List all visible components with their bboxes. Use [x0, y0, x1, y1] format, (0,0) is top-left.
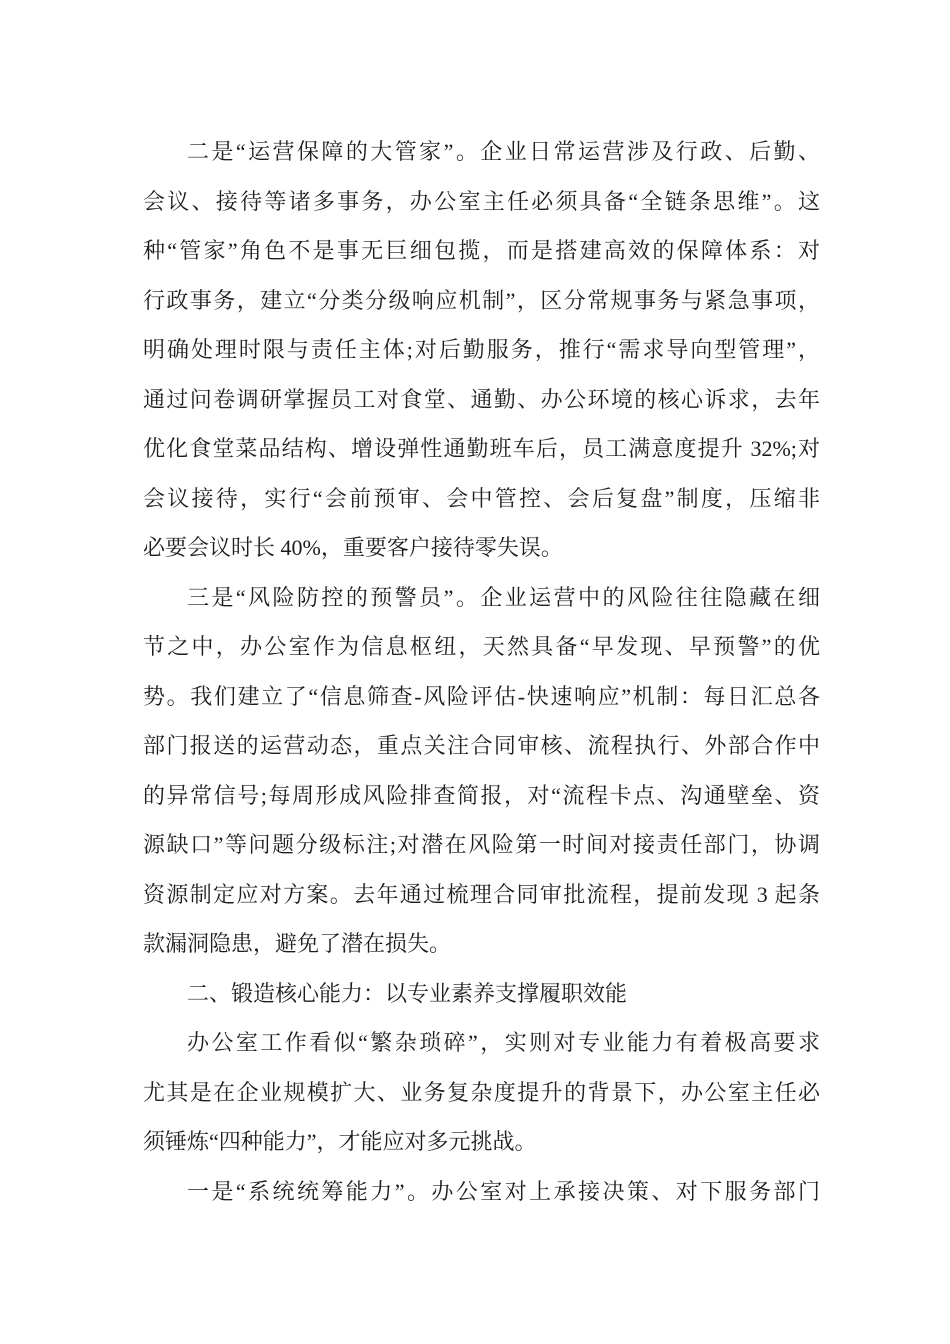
- paragraph: [143, 127, 820, 573]
- text-line: 源缺口”等问题分级标注;对潜在风险第一时间对接责任部门，协调: [143, 832, 820, 857]
- text-line: 须锤炼“四种能力”，才能应对多元挑战。: [143, 1129, 537, 1154]
- paragraph: [143, 1167, 820, 1217]
- text-line: 节之中，办公室作为信息枢纽，天然具备“早发现、早预警”的优: [143, 634, 820, 659]
- text-line: 办公室工作看似“繁杂琐碎”，实则对专业能力有着极高要求: [187, 1030, 820, 1055]
- text-line: 会议接待，实行“会前预审、会中管控、会后复盘”制度，压缩非: [143, 485, 820, 511]
- text-line: 二、锻造核心能力：以专业素养支撑履职效能: [187, 980, 628, 1006]
- paragraph: [143, 1018, 820, 1167]
- text-line: 会议、接待等诸多事务，办公室主任必须具备“全链条思维”。这: [143, 188, 820, 214]
- text-line: 的异常信号;每周形成风险排查简报，对“流程卡点、沟通壁垒、资: [143, 782, 820, 808]
- text-line: 优化食堂菜品结构、增设弹性通勤班车后，员工满意度提升 32%;对: [143, 436, 820, 461]
- text-line: 款漏洞隐患，避免了潜在损失。: [143, 931, 452, 956]
- text-line: 必要会议时长 40%，重要客户接待零失误。: [143, 535, 563, 560]
- text-line: 部门报送的运营动态，重点关注合同审核、流程执行、外部合作中: [143, 733, 820, 758]
- text-line: 一是“系统统筹能力”。办公室对上承接决策、对下服务部门: [187, 1178, 820, 1204]
- text-line: 势。我们建立了“信息筛查-风险评估-快速响应”机制：每日汇总各: [143, 683, 820, 709]
- paragraph: [143, 573, 820, 969]
- section-heading: [143, 969, 820, 1019]
- text-line: 资源制定应对方案。去年通过梳理合同审批流程，提前发现 3 起条: [143, 881, 820, 907]
- text-line: 二是“运营保障的大管家”。企业日常运营涉及行政、后勤、: [187, 139, 820, 164]
- text-line: 尤其是在企业规模扩大、业务复杂度提升的背景下，办公室主任必: [143, 1079, 820, 1105]
- text-line: 种“管家”角色不是事无巨细包揽，而是搭建高效的保障体系：对: [143, 238, 820, 263]
- text-line: 行政事务，建立“分类分级响应机制”，区分常规事务与紧急事项，: [143, 287, 820, 313]
- text-line: 通过问卷调研掌握员工对食堂、通勤、办公环境的核心诉求，去年: [143, 386, 820, 412]
- text-line: 明确处理时限与责任主体;对后勤服务，推行“需求导向型管理”，: [143, 337, 820, 362]
- text-line: 三是“风险防控的预警员”。企业运营中的风险往往隐藏在细: [187, 584, 820, 610]
